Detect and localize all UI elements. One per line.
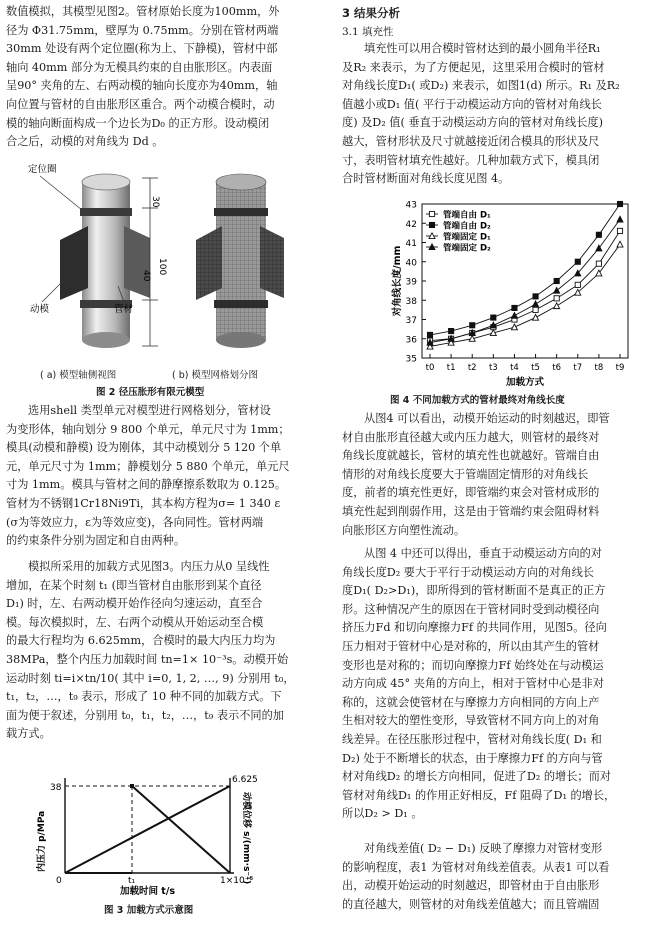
data-point-s3-4	[511, 312, 517, 318]
tick-t1: t₁	[128, 876, 136, 886]
fig3-caption: 图 3 加载方式示意图	[104, 905, 194, 916]
legend-label: 管端固定 D₁	[443, 232, 491, 243]
data-point-s3-6	[554, 287, 560, 293]
fig4-caption: 图 4 不同加载方式的管材最终对角线长度	[390, 395, 565, 406]
para-filling-definition: 填充性可以用合模时管材达到的最小圆角半径R₁ 及R₂ 来表示，为了方便起见，这里采用合模时的管材 对角线长度D₁( 或D₂) 来表示，如图1(d) 所示。R₁ 及R₂ 值越小或D₁ 值( 平行于动模运动方向的管材对角线长 度) 及D₂ 值( 垂直于动模运动方向的管材对角线长度) 越大，管材形状及尺寸就越接近闭合模具的形状及尺 寸，表明管材填充性越好。几种加载方式下，模具闭 合时管材断面对角线长度见图 4。	[342, 42, 620, 186]
data-point-s1-8	[596, 232, 601, 237]
section-heading: 3 结果分析	[342, 6, 401, 20]
x-tick-label: t6	[552, 363, 562, 373]
figure-4	[360, 198, 650, 390]
data-point-s2-4	[511, 324, 517, 330]
y-axis-label: 对角线长度/mm	[392, 245, 403, 317]
x-axis-label: 加载方式	[505, 377, 545, 388]
data-point-s1-1	[449, 328, 454, 333]
data-point-s1-6	[554, 278, 559, 283]
data-point-s0-8	[596, 261, 601, 266]
legend-label: 管端固定 D₂	[443, 243, 491, 254]
data-point-s3-9	[617, 216, 623, 222]
x-tick-label: t9	[615, 363, 625, 373]
x-tick-label: t5	[531, 363, 540, 373]
fig3-y-right-label: 动模位移 s/(mm·s⁻¹)	[241, 792, 251, 885]
fig2-caption: 图 2 径压胀形有限元模型	[96, 387, 205, 398]
axial-view-model	[28, 163, 167, 348]
data-point-s1-4	[512, 305, 517, 310]
positioning-ring-label: 定位圈	[28, 164, 57, 175]
data-point-s2-5	[533, 314, 539, 320]
y-tick-label: 37	[405, 316, 417, 326]
para-mesh-setup: 选用shell 类型单元对模型进行网格划分，管材设 为变形体，轴向划分 9 800 个单元，单元尺寸为 1mm； 模具(动模和静模) 设为刚体，其中动模划分 5 120 个单 元，单元尺寸为 1mm；静模划分 5 880 个单元，单元尺 寸为 1mm。模具与管材之间的静摩擦系数取为 0.125。 管材为不锈钢1Cr18Ni9Ti，其本构方程为σ= 1 340 ε (σ为等效应力，ε为等效应变)，各向同性。管材两端 的约束条件分别为固定和自由两种。	[6, 404, 290, 548]
x-tick-label: t4	[510, 363, 519, 373]
data-point-s1-2	[470, 323, 475, 328]
para-model-description: 数值模拟，其模型见图2。管材原始长度为100mm，外 径为 Φ31.75mm，壁厚为 0.75mm。分别在管材两端 30mm 处设有两个定位圈(称为上、下静模)，管材中部 轴向 40mm 部分为无模具约束的自由胀形区。内表面 呈90° 夹角的左、右两动模的轴向长度亦为40mm，轴 向位置与管材的自由胀形区重合。两个动模合模时，动 模的轴向断面构成一个边长为D₀ 的正方形。设动模闭 合之后，动模的对角线为 Dd 。	[6, 5, 280, 149]
y-tick-label: 41	[405, 239, 417, 249]
legend-label: 管端自由 D₂	[443, 221, 491, 232]
data-point-s2-6	[554, 303, 560, 309]
series-line-2	[430, 244, 620, 346]
legend-marker	[429, 211, 434, 216]
data-point-s1-7	[575, 259, 580, 264]
y-tick-label: 42	[405, 219, 417, 230]
x-tick-label: t7	[573, 363, 583, 373]
data-point-s0-7	[575, 282, 580, 287]
fig3-x-axis-label: 加载时间 t/s	[120, 886, 175, 897]
dim-30-label: 30	[150, 196, 160, 208]
x-tick-label: t8	[594, 363, 604, 373]
para-friction-analysis: 从图 4 中还可以得出，垂直于动模运动方向的对 角线长度D₂ 要大于平行于动模运动方向的对角线长 度D₁( D₂>D₁)，即所得到的管材断面不是真正的正方 形。这种情况产生的原因在于管材同时受到动模径向 挤压力Fd 和切向摩擦力Ff 的共同作用，见图5。径向 压力相对于管材中心是对称的，所以由其产生的管材 变形也是对称的；而切向摩擦力Ff 始终处在与动模运 动方向成 45° 夹角的方向上，相对于管材中心是非对 称的，这就会使管材在与摩擦力方向相同的方向上产 生相对较大的塑性变形，导致管材不同方向上的对角 线差异。在径压胀形过程中，管材对角线长度( D₁ 和 D₂) 处于不断增长的状态，由于摩擦力Ff 的方向与管 材对角线D₂ 的增长方向相同，促进了D₂ 的增长；而对 管材对角线D₁ 的作用正好相反，Ff 阻碍了D₁ 的增长， 所以D₂ > D₁ 。	[342, 547, 616, 821]
y-tick-label: 43	[405, 200, 417, 211]
para-loading-method: 模拟所采用的加载方式见图3。内压力从0 呈线性 增加，在某个时刻 t₁ (即当管材自由胀形到某个直径 D₁) 时，左、右两动模开始作径向匀速运动，直至合 模。每次模拟时，左、右两个动模从开始运动至合模 的最大行程均为 6.625mm，合模时的最大内压力均为 38MPa，整个内压力加载时间 tn=1× 10⁻³s。动模开始 运动时刻 ti=i×tn/10( 其中 i=0, 1, 2, …, 9) 分别用 t₀， t₁，t₂，…，t₉ 表示，形成了 10 种不同的加载方式。下 面为便于叙述，分别用 t₀，t₁，t₂，…，t₉ 表示不同的加 载方式。	[6, 560, 295, 741]
y-tick-label: 35	[405, 354, 417, 365]
tick-zero: 0	[56, 876, 62, 886]
figure-3	[20, 768, 320, 898]
moving-die-label: 动模	[30, 304, 50, 315]
data-point-s1-3	[491, 315, 496, 320]
para-diagonal-difference: 对角线差值( D₂ − D₁) 反映了摩擦力对管材变形 的影响程度，表1 为管材对角线差值表。从表1 可以看 出，动模开始运动的时刻越迟，即管材由于自由胀形 的直径越大，则管材的对角线差值越大；而且管端固	[342, 842, 610, 911]
tick-end: 1×10⁻³	[220, 876, 254, 886]
fig3-y-left-label: 内压力 p/MPa	[37, 810, 47, 872]
subsection-heading: 3.1 填充性	[342, 26, 394, 38]
data-point-s2-9	[617, 241, 623, 247]
x-tick-label: t1	[446, 363, 456, 373]
data-point-s0-6	[554, 296, 559, 301]
data-point-s0-5	[533, 307, 538, 312]
y-tick-label: 39	[405, 277, 417, 288]
x-tick-label: t0	[425, 363, 435, 373]
data-point-s1-5	[533, 294, 538, 299]
fig2-subcaption-b: ( b) 模型网格划分图	[172, 370, 258, 381]
dim-100-label: 100	[157, 258, 167, 276]
legend-label: 管端自由 D₁	[443, 210, 491, 221]
data-point-s1-9	[617, 201, 622, 206]
tick-38: 38	[50, 783, 62, 793]
legend-marker	[429, 222, 434, 227]
x-tick-label: t2	[467, 363, 477, 373]
figure-2	[20, 160, 320, 365]
fem-model-figure	[20, 160, 320, 365]
x-tick-label: t3	[488, 363, 498, 373]
loading-schematic	[20, 768, 320, 898]
tick-6625: 6.625	[232, 775, 258, 785]
data-point-s3-5	[533, 301, 539, 307]
dim-40-label: 40	[141, 270, 151, 282]
y-tick-label: 36	[405, 335, 417, 346]
data-point-s0-9	[617, 228, 622, 233]
y-tick-label: 40	[405, 258, 417, 269]
fig2-subcaption-a: ( a) 模型轴侧视图	[40, 370, 117, 381]
mesh-model	[196, 174, 284, 348]
diagonal-length-chart	[360, 198, 650, 390]
y-tick-label: 38	[405, 296, 417, 307]
data-point-s1-0	[427, 332, 432, 337]
tube-label: 管材	[114, 304, 134, 315]
para-figure4-analysis: 从图4 可以看出，动模开始运动的时刻越迟，即管 材自由胀形直径越大或内压力越大，则管材的最终对 角线长度就越长，管材的填充性也就越好。管端自由 情形的对角线长度要大于管端固定情形的对角线长 度，前者的填充性更好，即管端约束会对管材成形的 填充性起到削弱作用，这是由于管端约束会阻碍材料 向胀形区方向塑性流动。	[342, 412, 610, 537]
